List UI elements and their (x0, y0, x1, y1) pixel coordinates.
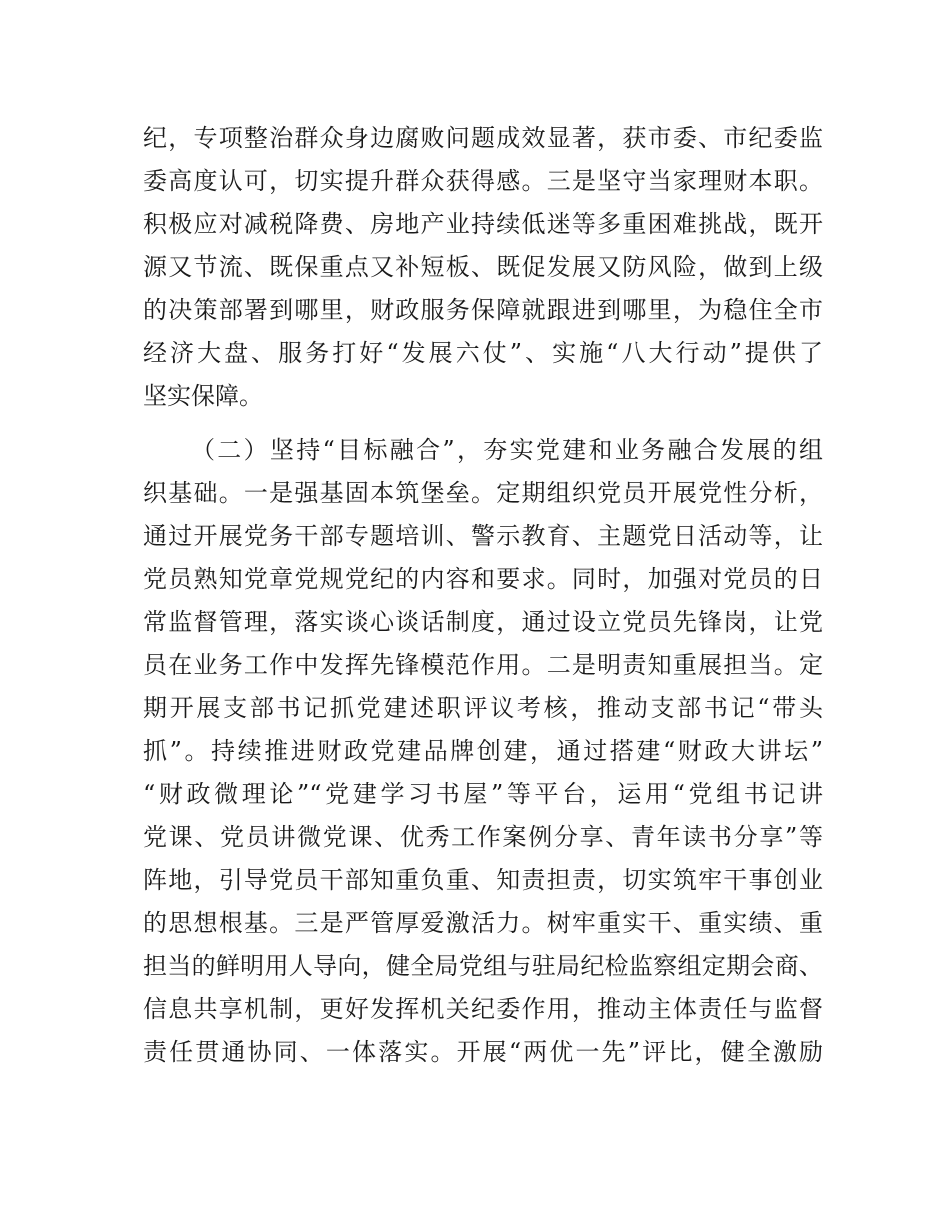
paragraph-line: 坚实保障。 (143, 382, 263, 410)
paragraph-line: 信息共享机制，更好发挥机关纪委作用，推动主体责任与监督 (143, 995, 823, 1023)
paragraph-1 (143, 117, 823, 418)
paragraph-line: 党员熟知党章党规党纪的内容和要求。同时，加强对党员的日 (143, 565, 823, 593)
paragraph-line: 通过开展党务干部专题培训、警示教育、主题党日活动等，让 (143, 522, 823, 550)
paragraph-line: 担当的鲜明用人导向，健全局党组与驻局纪检监察组定期会商、 (143, 952, 823, 980)
paragraph-line: 责任贯通协同、一体落实。开展“两优一先”评比，健全激励 (143, 1038, 823, 1066)
paragraph-line: 源又节流、既保重点又补短板、既促发展又防风险，做到上级 (143, 253, 823, 281)
paragraph-line: 常监督管理，落实谈心谈话制度，通过设立党员先锋岗，让党 (143, 608, 823, 636)
paragraph-line: 的决策部署到哪里，财政服务保障就跟进到哪里，为稳住全市 (143, 296, 823, 324)
paragraph-line: 抓”。持续推进财政党建品牌创建，通过搭建“财政大讲坛” (143, 737, 823, 765)
paragraph-line: 员在业务工作中发挥先锋模范作用。二是明责知重展担当。定 (143, 651, 823, 679)
section-heading-line: （二）坚持“目标融合”，夯实党建和业务融合发展的组 (191, 436, 823, 464)
document-body (143, 117, 823, 1074)
paragraph-line: 织基础。一是强基固本筑堡垒。定期组织党员开展党性分析， (143, 479, 823, 507)
paragraph-line: 的思想根基。三是严管厚爱激活力。树牢重实干、重实绩、重 (143, 909, 823, 937)
paragraph-line: 阵地，引导党员干部知重负重、知责担责，切实筑牢干事创业 (143, 866, 823, 894)
paragraph-line: 纪，专项整治群众身边腐败问题成效显著，获市委、市纪委监 (143, 124, 823, 152)
paragraph-line: 期开展支部书记抓党建述职评议考核，推动支部书记“带头 (143, 694, 823, 722)
paragraph-2 (143, 429, 823, 1074)
paragraph-line: 积极应对减税降费、房地产业持续低迷等多重困难挑战，既开 (143, 210, 823, 238)
paragraph-line: 经济大盘、服务打好“发展六仗”、实施“八大行动”提供了 (143, 339, 823, 367)
paragraph-line: “财政微理论”“党建学习书屋”等平台，运用“党组书记讲 (143, 780, 823, 808)
paragraph-line: 党课、党员讲微党课、优秀工作案例分享、青年读书分享”等 (143, 823, 823, 851)
paragraph-gap (143, 418, 823, 429)
paragraph-line: 委高度认可，切实提升群众获得感。三是坚守当家理财本职。 (143, 167, 823, 195)
